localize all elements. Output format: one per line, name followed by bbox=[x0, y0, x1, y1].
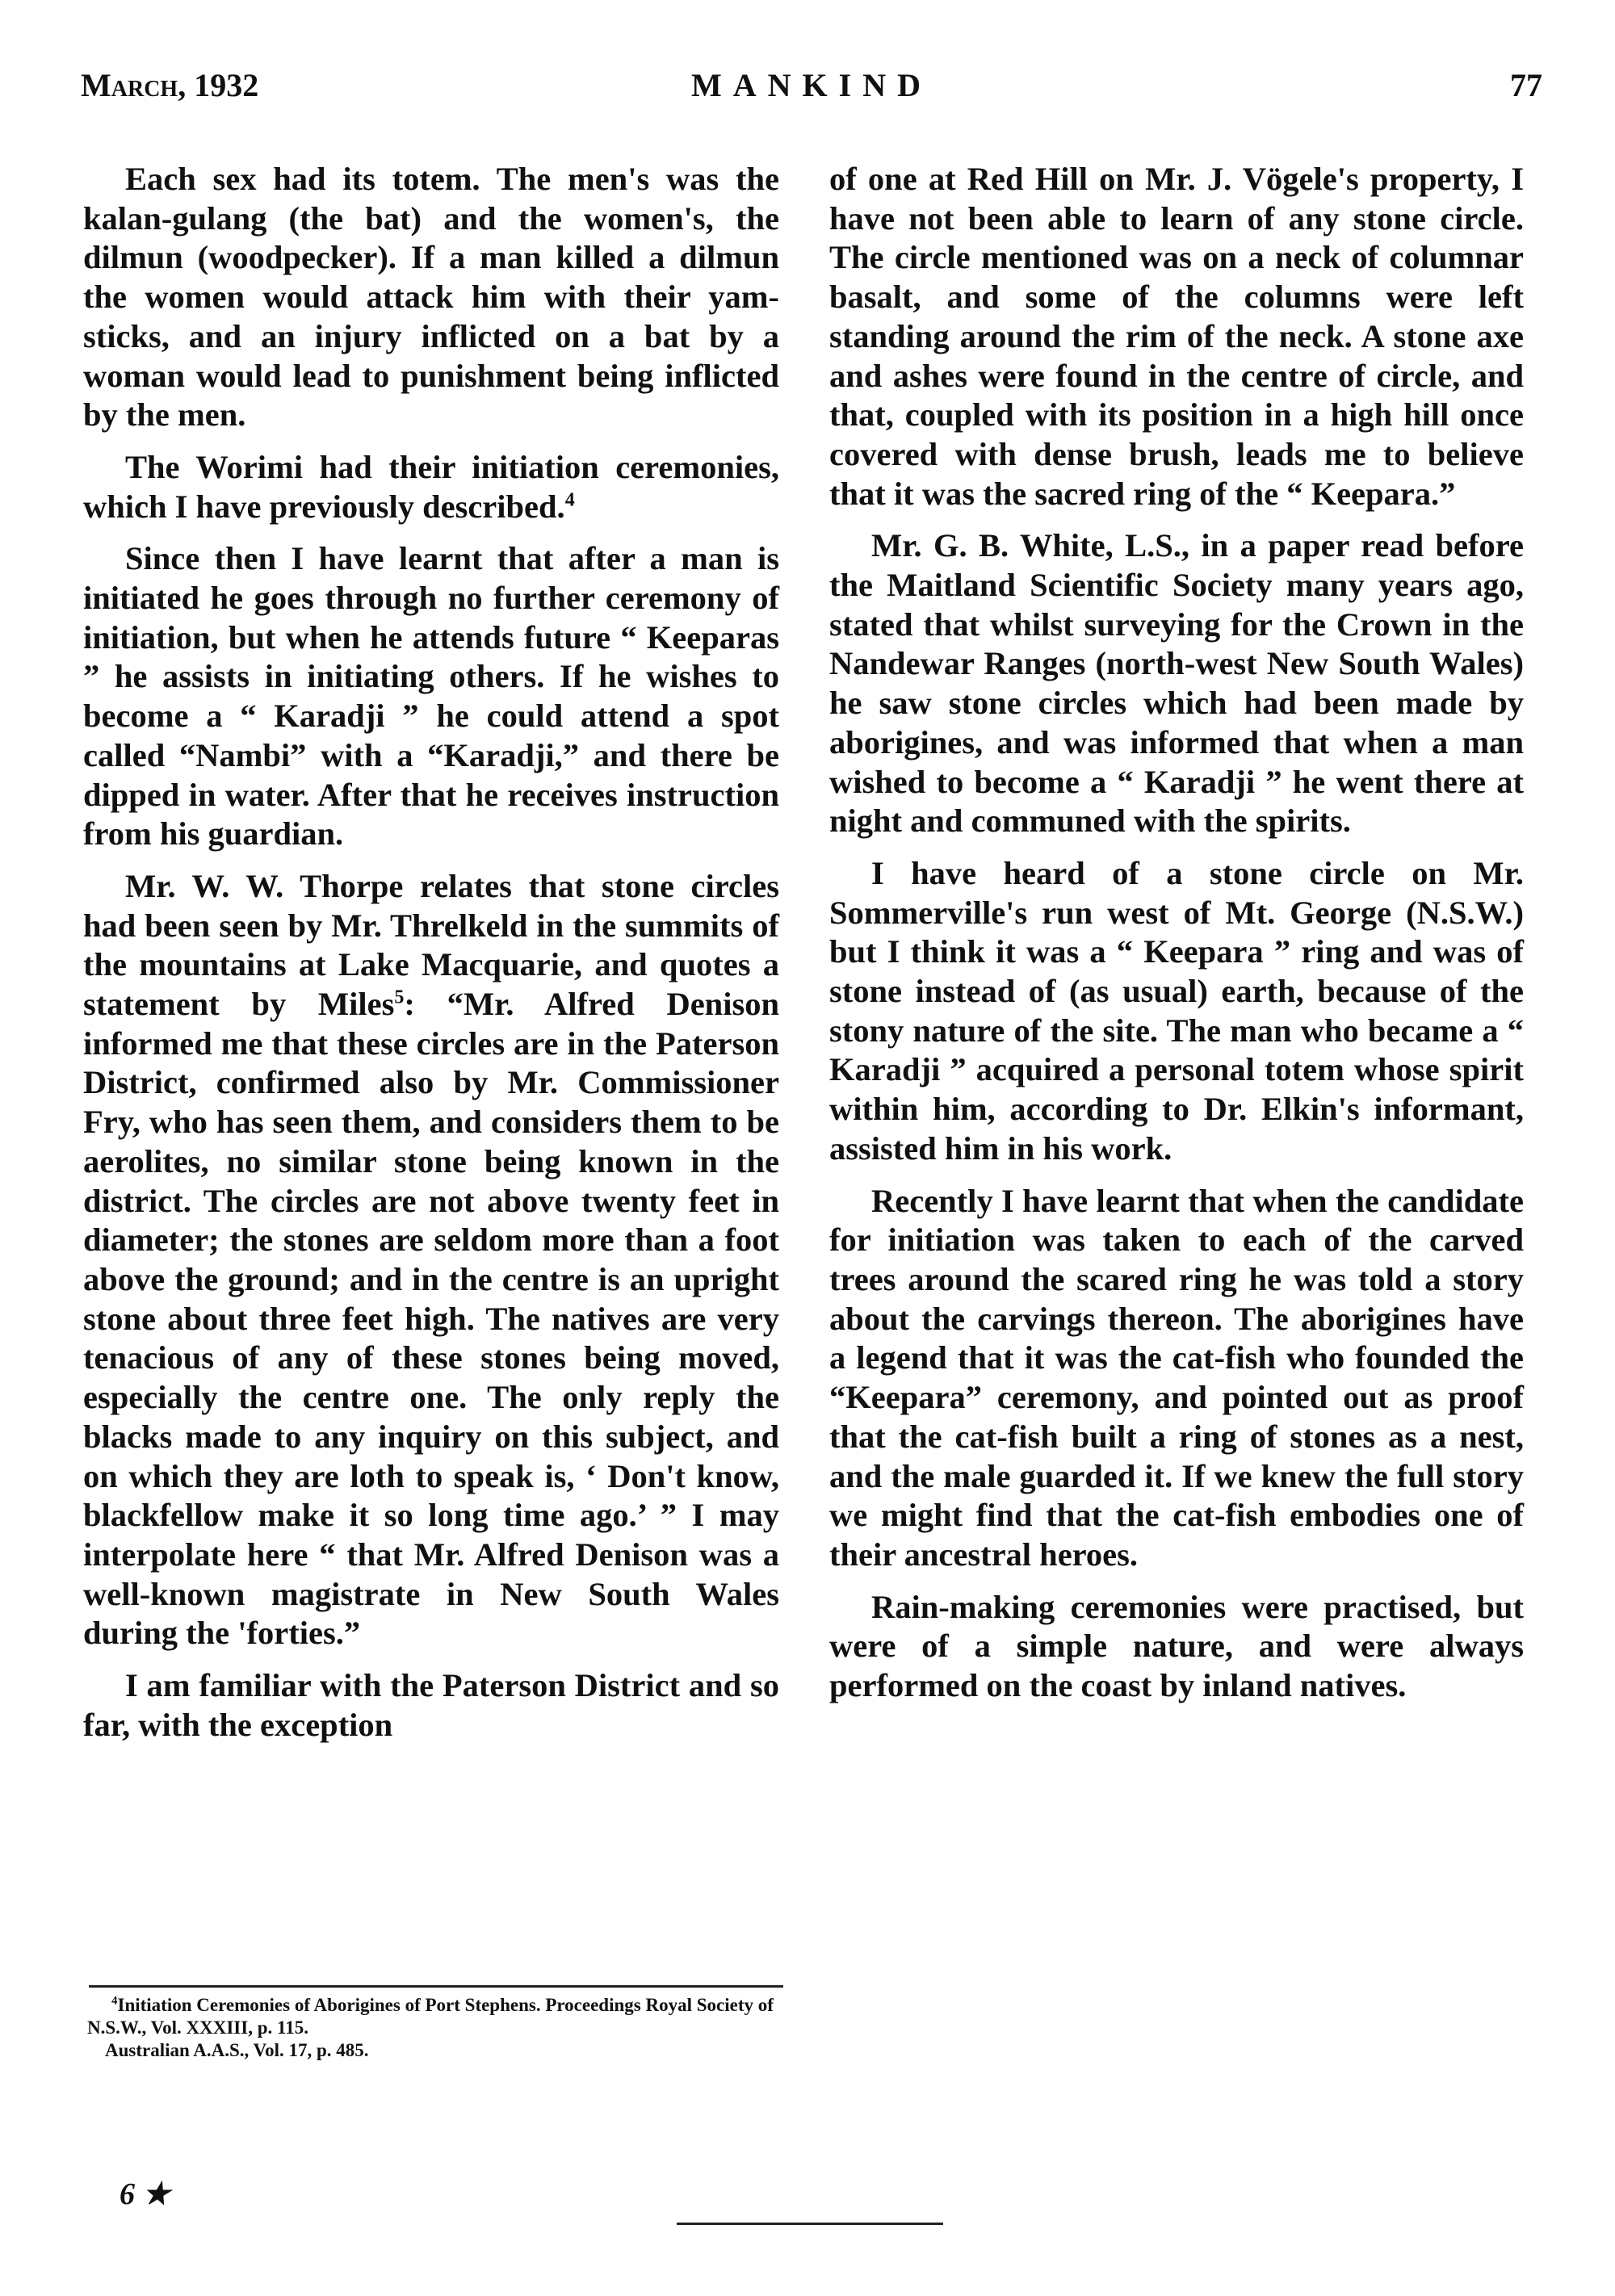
footnote-text: Initiation Ceremonies of Aborigines of Port Stephens. Proceedings Royal Society of N.S.W., Vol. XXXIII, p. 115. bbox=[87, 1995, 774, 2038]
running-header bbox=[81, 66, 1542, 115]
paragraph-sommerville: I have heard of a stone circle on Mr. Sommerville's run west of Mt. George (N.S.W.) but I think it was a “ Keepara ” ring and was of stone instead of (as usual) earth, because of the stony nature of the site. The man who became a “ Karadji ” acquired a personal totem whose spirit within him, according to Dr. Elkin's informant, assisted him in his work. bbox=[829, 854, 1524, 1167]
issue-date: March, 1932 bbox=[81, 67, 259, 103]
right-column bbox=[829, 160, 1524, 1719]
paragraph-text: The Worimi had their initiation ceremonies, which I have previously described. bbox=[83, 448, 779, 525]
paragraph-text: Mr. W. W. Thorpe relates that stone circles had been seen by Mr. Threlkeld in the summits of the mountains at Lake Macquarie, and quotes a statement by Miles bbox=[83, 867, 779, 1023]
paragraph-rain-making: Rain-making ceremonies were practised, but were of a simple nature, and were always performed on the coast by inland natives. bbox=[829, 1588, 1524, 1704]
paragraph-worimi-initiation bbox=[83, 448, 779, 526]
footnote-initiation bbox=[87, 1994, 783, 2039]
footnotes bbox=[87, 1994, 783, 2062]
footnote-divider bbox=[89, 1985, 783, 1988]
signature-mark: 6 ★ bbox=[120, 2177, 170, 2211]
page-number: 77 bbox=[1510, 67, 1542, 103]
paragraph-paterson: I am familiar with the Paterson District and so far, with the exception bbox=[83, 1667, 779, 1743]
footnote-ref: 5 bbox=[394, 987, 405, 1008]
paragraph-totems: Each sex had its totem. The men's was the kalan-gulang (the bat) and the women's, the dilmun (woodpecker). If a man killed a dilmun the women would attack him with their yam-sticks, and an injury inflicted on a bat by a woman would lead to punishment being inflicted by the men. bbox=[83, 161, 779, 434]
paragraph-thorpe-quote bbox=[83, 867, 779, 1653]
end-divider bbox=[677, 2223, 943, 2225]
footnote-ref: 4 bbox=[564, 489, 575, 511]
paragraph-red-hill: of one at Red Hill on Mr. J. Vögele's property, I have not been able to learn of any stone circle. The circle mentioned was on a neck of columnar basalt, and some of the columns were left standing around the rim of the neck. A stone axe and ashes were found in the centre of circle, and that, coupled with its position in a high hill once covered with dense brush, leads me to believe that it was the sacred ring of the “ Keepara.” bbox=[829, 161, 1524, 512]
footnote-marker: 4 bbox=[111, 1994, 118, 2008]
left-column bbox=[83, 160, 779, 1758]
paragraph-white: Mr. G. B. White, L.S., in a paper read before the Maitland Scientific Society many years ago, stated that whilst surveying for the Crown in the Nandewar Ranges (north-west New South Wales) he saw stone circles which had been made by aborigines, and was informed that when a man wished to become a “ Karadji ” he went there at night and communed with the spirits. bbox=[829, 527, 1524, 840]
paragraph-cat-fish: Recently I have learnt that when the candidate for initiation was taken to each of the carved trees around the scared ring he was told a story about the carvings thereon. The aborigines have a legend that it was the cat-fish who founded the “Keepara” ceremony, and pointed out as proof that the cat-fish built a ring of stones as a nest, and the male guarded it. If we knew the full story we might find that the cat-fish embodies one of their ancestral heroes. bbox=[829, 1182, 1524, 1573]
paragraph-text: : “Mr. Alfred Denison informed me that these circles are in the Paterson District, confirmed also by Mr. Commissioner Fry, who has seen them, and considers them to be aerolites, no similar stone being known in the district. The circles are not above twenty feet in diameter; the stones are seldom more than a foot above the ground; and in the centre is an upright stone about three feet high. The natives are very tenacious of any of these stones being moved, especially the centre one. The only reply the blacks made to any inquiry on this subject, and on which they are loth to speak is, ‘ Don't know, blackfellow make it so long time ago.’ ” I may interpolate here “ that Mr. Alfred Denison was a well-known magistrate in New South Wales during the 'forties.” bbox=[83, 986, 779, 1652]
footnote-aaas: Australian A.A.S., Vol. 17, p. 485. bbox=[105, 2040, 369, 2060]
journal-title: MANKIND bbox=[691, 67, 932, 103]
paragraph-karadji: Since then I have learnt that after a man is initiated he goes through no further ceremony of initiation, but when he attends future “ Keeparas ” he assists in initiating others. If he wishes to become a “ Karadji ” he could attend a spot called “Nambi” with a “Karadji,” and there be dipped in water. After that he receives instruction from his guardian. bbox=[83, 540, 779, 853]
